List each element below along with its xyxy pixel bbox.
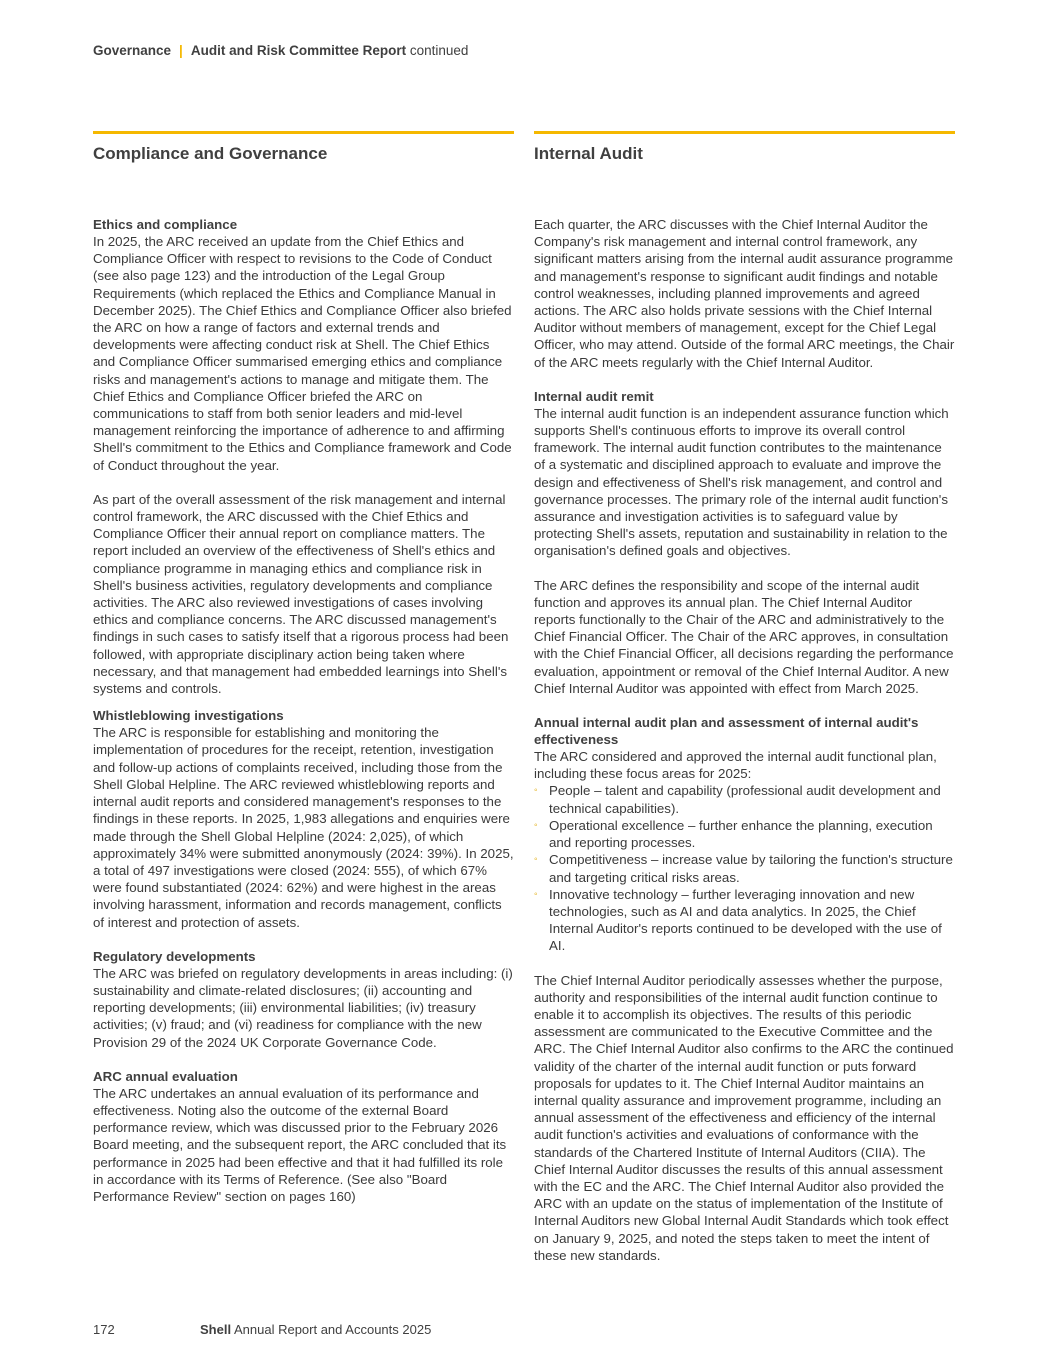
- remit-paragraph-1: The internal audit function is an independent assurance function which supports Shell's continuous efforts to improve its overall control framework. The internal audit function contributes to the maintenance of a systematic and disciplined approach to evaluate and improve the design and effectiveness of Shell's risk management, and control and governance processes. The primary role of the internal audit function's assurance and investigation activities is to safeguard value by protecting Shell's assets, reputation and sustainability in relation to the organisation's defined goals and objectives.: [534, 405, 949, 559]
- running-header: [93, 43, 468, 58]
- evaluation-paragraph: The ARC undertakes an annual evaluation of its performance and effectiveness. Noting also the outcome of the external Board performance review, which was discussed prior to the February 2026 Board meeting, and the subsequent report, the ARC concluded that its performance in 2025 had been effective and that it had fulfilled its role in accordance with its Terms of Reference. (See also "Board Performance Review" section on pages 160): [93, 1085, 507, 1204]
- header-section: Governance: [93, 43, 172, 58]
- remit-paragraph-2: The ARC defines the responsibility and scope of the internal audit function and approves its annual plan. The Chief Internal Auditor reports functionally to the Chair of the ARC and administratively to the Chief Financial Officer. The Chair of the ARC approves, in consultation with the Chief Financial Officer, all decisions regarding the performance evaluation, appointment or removal of the Chief Internal Auditor. A new Chief Internal Auditor was appointed with effect from March 2025.: [534, 577, 954, 696]
- ethics-paragraph-2: As part of the overall assessment of the risk management and internal control framework, the ARC discussed with the Chief Ethics and Compliance Officer their annual report on compliance matters. The report included an overview of the effectiveness of Shell's ethics and compliance programme in managing ethics and compliance risk in Shell's business activities, regulatory developments and compliance activities. The ARC also reviewed investigations of cases involving ethics and compliance concerns. The ARC discussed management's findings in such cases to satisfy itself that a rigorous process had been followed, with appropriate disciplinary action being taken where necessary, and that management had embedded learnings into Shell's systems and controls.: [93, 491, 509, 697]
- page-number: 172: [93, 1322, 115, 1337]
- whistleblowing-heading: Whistleblowing investigations: [93, 708, 284, 724]
- audit-plan-paragraph: The ARC considered and approved the internal audit functional plan, including these focus areas for 2025:: [534, 749, 937, 782]
- left-column: [93, 131, 514, 1222]
- list-item: ◦ Innovative technology – further leveraging innovation and new technologies, such as AI and data analytics. In 2025, the Chief Internal Auditor's reports continued to be developed with the use of AI.: [534, 886, 942, 954]
- footer-publication: Annual Report and Accounts 2025: [233, 1322, 432, 1337]
- bullet-circle-icon: ◦: [534, 819, 538, 831]
- whistleblowing-paragraph: The ARC is responsible for establishing and monitoring the implementation of procedures for the receipt, retention, investigation and follow-up actions of complaints received, including those from the Shell Global Helpline. The ARC reviewed whistleblowing reports and internal audit reports and considered management's responses to the findings in these reports. In 2025, 1,983 allegations and enquiries were made through the Shell Global Helpline (2024: 2,025), of which approximately 34% were submitted anonymously (2024: 39%). In 2025, a total of 497 investigations were closed (2024: 555), of which 67% were found substantiated (2024: 62%) and were highest in the areas involving harassment, information and records management, conflicts of interest and protection of assets.: [93, 725, 514, 930]
- evaluation-heading: ARC annual evaluation: [93, 1068, 238, 1084]
- right-body: [534, 216, 955, 1264]
- audit-intro-paragraph: Each quarter, the ARC discusses with the Chief Internal Auditor the Company's risk management and internal control framework, any significant matters arising from the internal audit assurance programme and management's response to significant audit findings and notable control weaknesses, including planned improvements and agreed actions. The ARC also holds private sessions with the Chief Internal Auditor without members of management, except for the Chief Legal Officer, who may attend. Outside of the formal ARC meetings, the Chair of the ARC meets regularly with the Chief Internal Auditor.: [534, 217, 955, 370]
- list-item: ◦ Competitiveness – increase value by tailoring the function's structure and targeting critical risks areas.: [534, 852, 953, 885]
- ethics-heading: Ethics and compliance: [93, 217, 238, 232]
- right-column: [534, 131, 955, 1281]
- header-report-title: Audit and Risk Committee Report: [190, 43, 407, 58]
- list-item: ◦ People – talent and capability (professional audit development and technical capabilities).: [534, 783, 941, 816]
- bullet-circle-icon: ◦: [534, 785, 538, 797]
- list-item: ◦ Operational excellence – further enhance the planning, execution and reporting processes.: [534, 817, 933, 851]
- bullet-circle-icon: ◦: [534, 888, 538, 900]
- right-column-title: Internal Audit: [534, 144, 643, 163]
- left-accent-rule: [93, 131, 514, 134]
- page-footer: [93, 1322, 431, 1337]
- left-body: [93, 216, 514, 1205]
- header-separator: |: [179, 43, 183, 58]
- regulatory-heading: Regulatory developments: [93, 948, 256, 964]
- audit-closing-paragraph: The Chief Internal Auditor periodically assesses whether the purpose, authority and responsibilities of the internal audit function continue to enable it to accomplish its objectives. The results of this periodic assessment are communicated to the Executive Committee and the ARC. The Chief Internal Auditor also confirms to the ARC the continued validity of the charter of the internal audit function or puts forward proposals for updates to it. The Chief Internal Auditor maintains an internal quality assurance and improvement programme, including an annual assessment of the effectiveness and efficiency of the internal audit function's activities and evaluations of conformance with the standards of the Chartered Institute of Internal Auditors (CIIA). The Chief Internal Auditor discusses the results of this annual assessment with the EC and the ARC. The Chief Internal Auditor also provided the ARC with an update on the status of implementation of the Institute of Internal Auditors new Global Internal Audit Standards which took effect on January 9, 2025, and noted the steps taken to meet the intent of these new standards.: [534, 972, 954, 1263]
- ethics-paragraph-1: In 2025, the ARC received an update from the Chief Ethics and Compliance Officer with respect to revisions to the Code of Conduct (see also page 123) and the introduction of the Legal Group Requirements (which replaced the Ethics and Compliance Manual in December 2025). The Chief Ethics and Compliance Officer also briefed the ARC on how a range of factors and external trends and developments were affecting conduct risk at Shell. The Chief Ethics and Compliance Officer summarised emerging ethics and compliance risks and management's actions to manage and mitigate them. The Chief Ethics and Compliance Officer briefed the ARC on communications to staff from both senior leaders and mid-level management reinforcing the importance of adherence to and affirming Shell's commitment to the Ethics and Compliance framework and Code of Conduct throughout the year.: [93, 234, 512, 473]
- bullet-circle-icon: ◦: [534, 854, 538, 866]
- right-accent-rule: [534, 131, 955, 134]
- footer-brand: Shell: [200, 1322, 232, 1337]
- header-continued: continued: [409, 43, 469, 58]
- remit-heading: Internal audit remit: [534, 388, 654, 404]
- left-column-title: Compliance and Governance: [93, 144, 328, 163]
- regulatory-paragraph: The ARC was briefed on regulatory developments in areas including: (i) sustainability and climate-related disclosures; (ii) accounting and reporting developments; (iii) environmental liabilities; (iv) treasury activities; (v) fraud; and (vi) readiness for compliance with the new Provision 29 of the 2024 UK Corporate Governance Code.: [93, 965, 513, 1050]
- audit-plan-heading: Annual internal audit plan and assessment of internal audit's effectiveness: [534, 715, 919, 748]
- focus-areas-list: [534, 782, 955, 954]
